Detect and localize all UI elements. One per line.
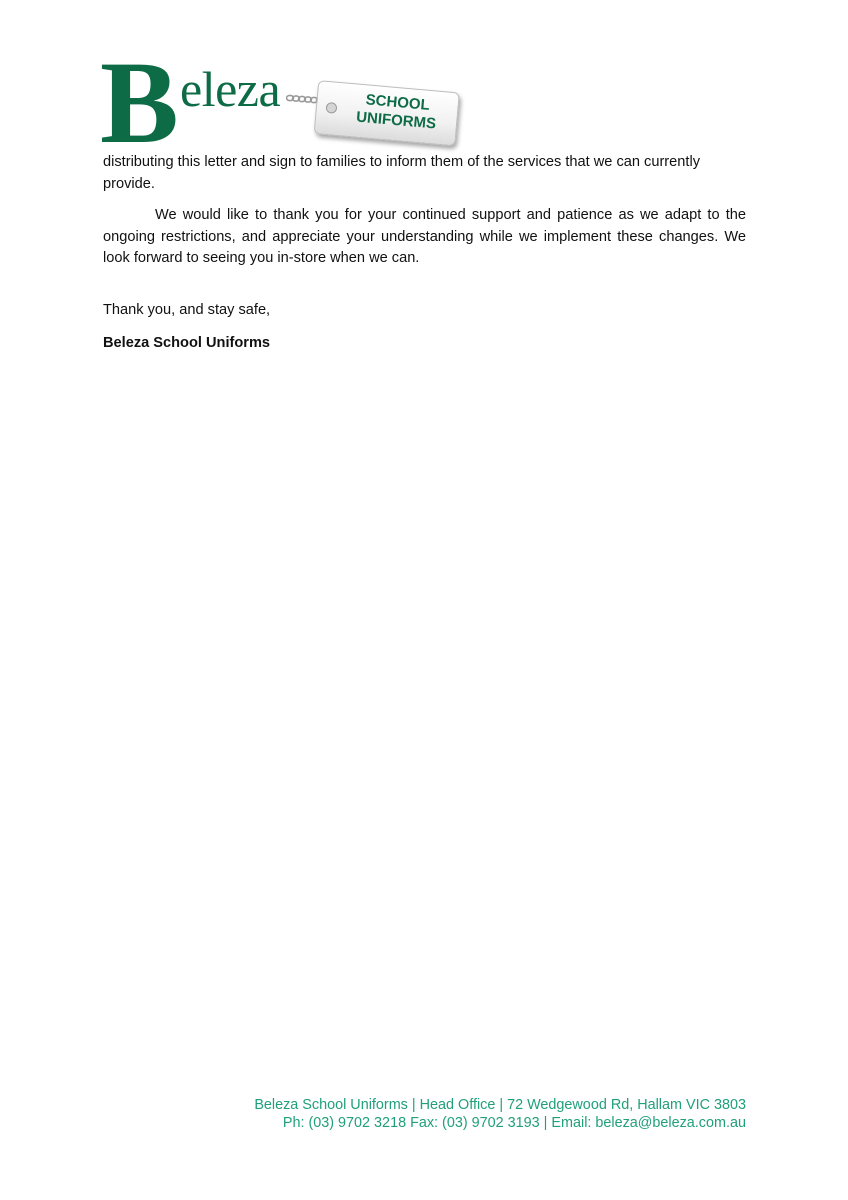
logo-initial: B — [100, 37, 179, 168]
tag-hole-icon — [326, 102, 338, 114]
beleza-logo — [100, 37, 470, 168]
footer-contact: Ph: (03) 9702 3218 Fax: (03) 9702 3193 | Email: beleza@beleza.com.au — [282, 1114, 746, 1131]
school-uniforms-tag — [314, 80, 460, 146]
footer-address: Beleza School Uniforms | Head Office | 72 Wedgewood Rd, Hallam VIC 3803 — [254, 1097, 746, 1113]
letter-footer — [254, 1097, 746, 1132]
signature: Beleza School Uniforms — [103, 335, 271, 351]
tag-line-uniforms: UNIFORMS — [355, 108, 437, 133]
paragraph-continuation: distributing this letter and sign to families to inform them of the services that we can currently provide. — [103, 154, 700, 192]
tag-text — [340, 89, 455, 135]
closing-line: Thank you, and stay safe, — [103, 301, 271, 318]
paragraph-thanks: We would like to thank you for your continued support and patience as we adapt to the ongoing restrictions, and appreciate your understanding while we implement these changes. We look forward to seeing you in-store when we can. — [103, 207, 746, 266]
tag-line-school: SCHOOL — [364, 91, 431, 114]
letter-body — [103, 152, 746, 355]
logo-wordmark: eleza — [180, 61, 281, 117]
